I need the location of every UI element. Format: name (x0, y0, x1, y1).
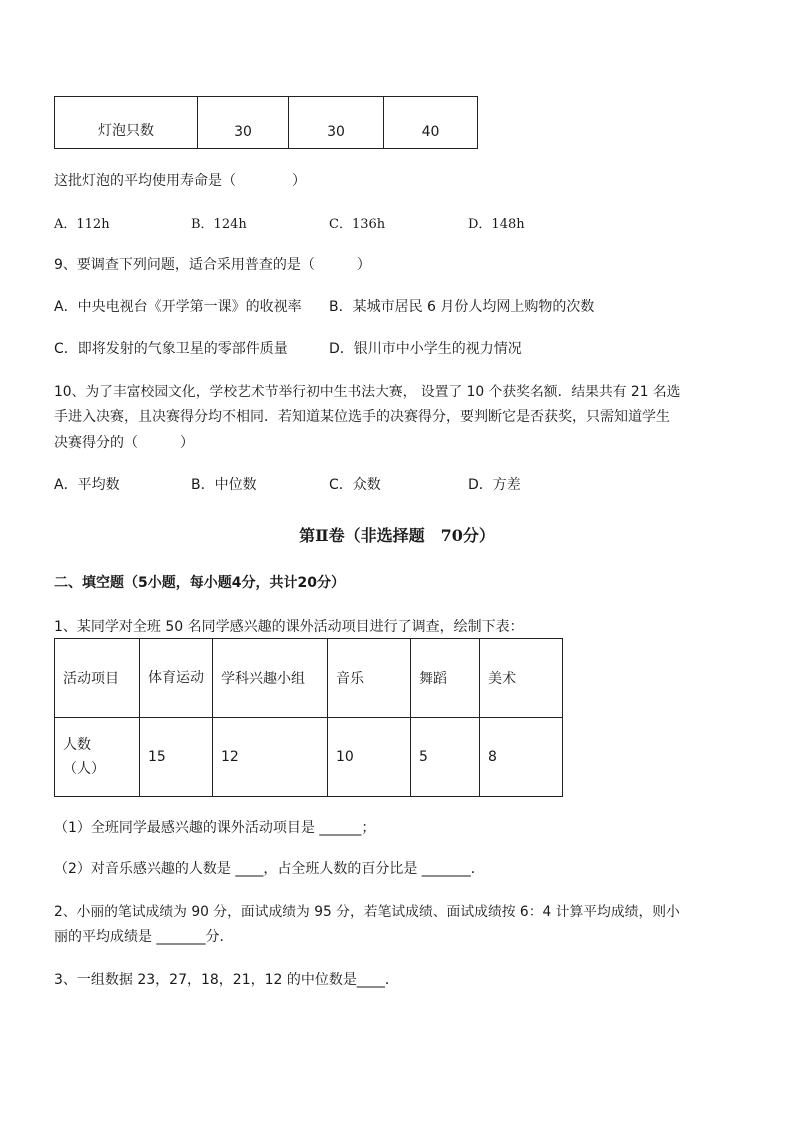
question-10-line-2: 手进入决赛，且决赛得分均不相同．若知道某位选手的决赛得分，要判断它是否获奖，只需知道学生 (54, 409, 670, 425)
fill-question-1-stem: 1、某同学对全班 50 名同学感兴趣的课外活动项目进行了调查，绘制下表： (54, 619, 524, 635)
table-row (55, 97, 478, 149)
question-9-option-b: B．某城市居民 6 月份人均网上购物的次数 (329, 299, 595, 315)
section-2-title: 二、填空题（5小题，每小题4分，共计20分） (54, 575, 345, 591)
question-8-option-b: B．124h (191, 217, 247, 232)
table-row (55, 718, 563, 797)
question-8-option-a: A．112h (54, 217, 110, 232)
row-label-line-1: 人数 (63, 737, 91, 753)
table-header: 美术 (480, 639, 563, 718)
question-8-option-c: C．136h (329, 217, 386, 232)
table-header: 学科兴趣小组 (213, 639, 328, 718)
table-header: 舞蹈 (411, 639, 480, 718)
table-header: 体育运动 (140, 639, 213, 718)
question-10-option-b: B．中位数 (191, 477, 257, 493)
fill-question-3-stem: 3、一组数据 23，27，18，21，12 的中位数是____． (54, 972, 399, 988)
question-10-line-3: 决赛得分的（ ） (54, 435, 194, 451)
question-8-option-d: D．148h (468, 217, 525, 232)
table-cell: 30 (289, 97, 384, 149)
table-cell: 5 (411, 718, 480, 797)
table-header: 音乐 (328, 639, 411, 718)
row-label-line-2: （人） (63, 761, 105, 777)
fill-question-1-sub-1: （1）全班同学最感兴趣的课外活动项目是 ______； (54, 820, 376, 836)
table-row-label (55, 718, 140, 797)
table-cell: 15 (140, 718, 213, 797)
table-cell: 12 (213, 718, 328, 797)
table-row (55, 639, 563, 718)
question-9-option-a: A．中央电视台《开学第一课》的收视率 (54, 299, 302, 315)
activity-table (54, 638, 563, 797)
question-9-stem: 9、要调查下列问题，适合采用普查的是（ ） (54, 257, 371, 273)
table-cell: 30 (198, 97, 289, 149)
fill-question-2-line-2: 丽的平均成绩是 _______分． (54, 929, 234, 945)
table-cell: 10 (328, 718, 411, 797)
question-9-option-d: D．银川市中小学生的视力情况 (329, 341, 522, 357)
fill-question-1-sub-2: （2）对音乐感兴趣的人数是 ____，占全班人数的百分比是 _______． (54, 861, 485, 877)
question-10-option-c: C．众数 (329, 477, 381, 493)
bulb-count-table (54, 96, 478, 149)
part-2-title: 第Ⅱ卷（非选择题 70分） (299, 526, 495, 545)
table-cell: 40 (384, 97, 478, 149)
fill-question-2-line-1: 2、小丽的笔试成绩为 90 分，面试成绩为 95 分，若笔试成绩、面试成绩按 6：4 计算平均成绩，则小 (54, 904, 680, 920)
question-10-option-a: A．平均数 (54, 477, 120, 493)
table-row-label: 灯泡只数 (55, 97, 198, 149)
table-cell: 8 (480, 718, 563, 797)
question-10-option-d: D．方差 (468, 477, 521, 493)
table-header-label: 活动项目 (55, 639, 140, 718)
question-9-option-c: C．即将发射的气象卫星的零部件质量 (54, 341, 288, 357)
question-8-stem: 这批灯泡的平均使用寿命是（ ） (54, 173, 306, 189)
question-10-line-1: 10、为了丰富校园文化，学校艺术节举行初中生书法大赛， 设置了 10 个获奖名额．结果共有 21 名选 (54, 384, 681, 400)
